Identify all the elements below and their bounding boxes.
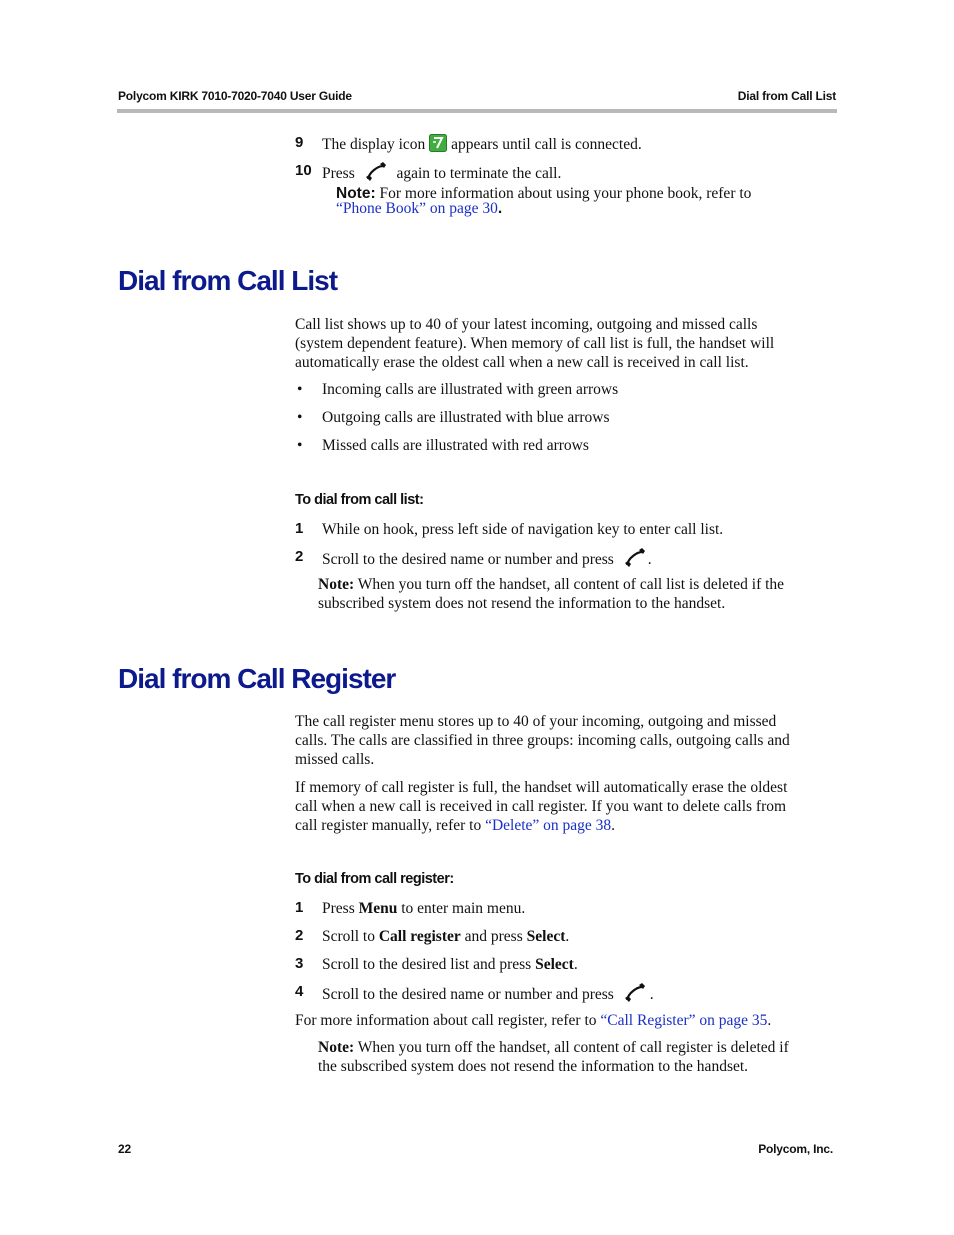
procedure-heading: To dial from call list:	[295, 492, 424, 508]
call-in-progress-icon	[429, 134, 447, 157]
paragraph-line: The call register menu stores up to 40 of your incoming, outgoing and missed	[295, 713, 777, 730]
paragraph-line: calls. The calls are classified in three groups: incoming calls, outgoing calls and	[295, 732, 790, 749]
paragraph-line: If memory of call register is full, the handset will automatically erase the oldest	[295, 779, 788, 796]
section-heading-call-list: Dial from Call List	[118, 265, 338, 296]
note-text: subscribed system does not resend the information to the handset.	[318, 595, 726, 612]
paragraph-line: Call list shows up to 40 of your latest incoming, outgoing and missed calls	[295, 316, 758, 333]
paragraph	[295, 712, 790, 769]
paragraph	[295, 1011, 771, 1030]
delete-link[interactable]: “Delete” on page 38	[485, 817, 612, 834]
note	[318, 575, 784, 613]
step-text-part: Scroll to the desired name or number and press	[322, 986, 614, 1004]
procedure-heading: To dial from call register:	[295, 871, 454, 887]
step-end: .	[573, 956, 578, 973]
step-text	[322, 899, 525, 918]
note-text: When you turn off the handset, all content of call list is deleted if the	[357, 576, 785, 593]
paragraph-line	[295, 816, 787, 835]
section-heading-call-register: Dial from Call Register	[118, 663, 396, 694]
note	[318, 1038, 789, 1076]
paragraph-line: automatically erase the oldest call when a new call is received in call list.	[295, 354, 749, 371]
paragraph	[295, 778, 787, 835]
running-header-title: Polycom KIRK 7010-7020-7040 User Guide	[118, 89, 352, 103]
paragraph-end: .	[611, 817, 616, 834]
step-end: .	[647, 551, 652, 569]
bullet-mark: •	[297, 409, 303, 426]
step-text-part: Scroll to	[322, 928, 375, 945]
footer-company: Polycom, Inc.	[758, 1142, 833, 1156]
step-text	[322, 548, 652, 573]
step-text	[322, 983, 654, 1008]
paragraph-end: .	[767, 1012, 772, 1029]
step-text-after: appears until call is connected.	[451, 136, 642, 154]
step-text-part: to enter main menu.	[401, 900, 526, 917]
step-number: 10	[295, 162, 312, 179]
step-text-part: Press	[322, 900, 355, 917]
paragraph-text: For more information about call register, refer to	[295, 1012, 597, 1029]
step-text-part: Scroll to the desired list and press	[322, 956, 532, 973]
running-header-section: Dial from Call List	[737, 89, 836, 103]
step-text: While on hook, press left side of navigation key to enter call list.	[322, 521, 724, 538]
note-text: the subscribed system does not resend the information to the handset.	[318, 1058, 749, 1075]
header-rule	[117, 109, 837, 113]
bullet-mark: •	[297, 437, 303, 454]
paragraph-line: missed calls.	[295, 751, 375, 768]
step-text	[322, 927, 569, 946]
step-number: 3	[295, 955, 304, 972]
step-text-bold: Select	[526, 928, 566, 945]
note-label: Note:	[318, 1039, 355, 1056]
step-number: 4	[295, 983, 304, 1000]
step-number: 9	[295, 134, 304, 151]
phone-handset-icon	[624, 548, 646, 573]
note-label: Note:	[318, 576, 355, 593]
phone-handset-icon	[624, 983, 646, 1008]
step-text-bold: Call register	[378, 928, 461, 945]
bullet-mark: •	[297, 381, 303, 398]
note-label: Note:	[336, 185, 376, 202]
bullet-item: Incoming calls are illustrated with green arrows	[322, 381, 619, 398]
step-text-before: The display icon	[322, 136, 426, 154]
step-text-before: Press	[322, 165, 355, 183]
phone-book-link[interactable]: “Phone Book” on page 30	[336, 200, 498, 217]
note-end: .	[497, 200, 503, 217]
paragraph-text: call register manually, refer to	[295, 817, 482, 834]
note-text: When you turn off the handset, all content of call register is deleted if	[357, 1039, 789, 1056]
step-text	[322, 134, 642, 157]
step-text	[322, 955, 578, 974]
note-text: For more information about using your phone book, refer to	[379, 185, 752, 202]
step-end: .	[649, 986, 654, 1004]
step-number: 2	[295, 927, 304, 944]
bullet-item: Missed calls are illustrated with red arrows	[322, 437, 589, 454]
paragraph	[295, 315, 774, 372]
step-end: .	[565, 928, 570, 945]
paragraph-line: call when a new call is received in call register. If you want to delete calls from	[295, 798, 787, 815]
note-link-line	[336, 199, 502, 218]
step-number: 1	[295, 520, 304, 537]
step-text-after: again to terminate the call.	[396, 165, 562, 183]
page-number: 22	[118, 1142, 131, 1156]
step-text-bold: Select	[535, 956, 574, 973]
step-text-bold: Menu	[358, 900, 398, 917]
step-text-before: Scroll to the desired name or number and press	[322, 551, 614, 569]
bullet-item: Outgoing calls are illustrated with blue arrows	[322, 409, 610, 426]
call-register-link[interactable]: “Call Register” on page 35	[600, 1012, 768, 1029]
step-number: 1	[295, 899, 304, 916]
step-text-part: and press	[464, 928, 523, 945]
paragraph-line: (system dependent feature). When memory of call list is full, the handset will	[295, 335, 775, 352]
step-number: 2	[295, 548, 304, 565]
